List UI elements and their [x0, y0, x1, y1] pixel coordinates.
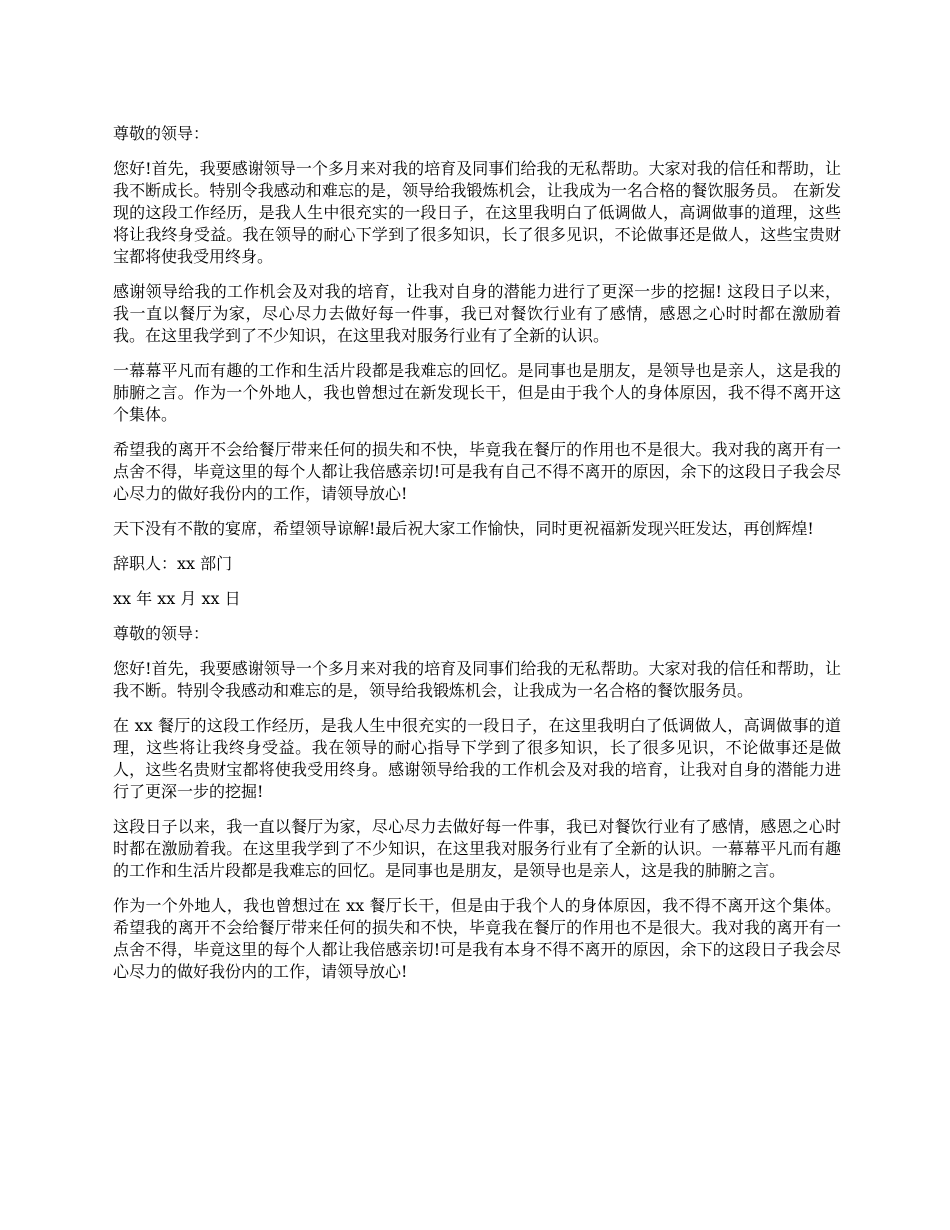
closing-paragraph: 天下没有不散的宴席，希望领导谅解!最后祝大家工作愉快，同时更祝福新发现兴旺发达，再创辉煌!	[113, 519, 814, 538]
body-paragraph: 在 xx 餐厅的这段工作经历，是我人生中很充实的一段日子，在这里我明白了低调做人，高调做事的道理，这些将让我终身受益。我在领导的耐心指导下学到了很多知识，长了很多见识，不论做事还是做人，这些名贵财宝都将使我受用终身。感谢领导给我的工作机会及对我的培育，让我对自身的潜能力进行了更深一步的挖掘!	[113, 716, 841, 801]
signature-line: 辞职人：xx 部门	[113, 554, 233, 573]
body-paragraph: 这段日子以来，我一直以餐厅为家，尽心尽力去做好每一件事，我已对餐饮行业有了感情，感恩之心时时都在激励着我。在这里我学到了不少知识，在这里我对服务行业有了全新的认识。一幕幕平凡而有趣的工作和生活片段都是我难忘的回忆。是同事也是朋友，是领导也是亲人，这是我的肺腑之言。	[113, 817, 841, 880]
salutation: 尊敬的领导：	[113, 124, 210, 143]
salutation: 尊敬的领导：	[113, 624, 210, 643]
body-paragraph: 感谢领导给我的工作机会及对我的培育，让我对自身的潜能力进行了更深一步的挖掘! 这段日子以来，我一直以餐厅为家，尽心尽力去做好每一件事，我已对餐饮行业有了感情，感恩之心时时都在激励着我。在这里我学到了不少知识，在这里我对服务行业有了全新的认识。	[113, 282, 841, 345]
body-paragraph: 一幕幕平凡而有趣的工作和生活片段都是我难忘的回忆。是同事也是朋友，是领导也是亲人，这是我的肺腑之言。作为一个外地人，我也曾想过在新发现长干，但是由于我个人的身体原因，我不得不离开这个集体。	[113, 361, 841, 424]
body-paragraph: 您好!首先，我要感谢领导一个多月来对我的培育及同事们给我的无私帮助。大家对我的信任和帮助，让我不断成长。特别令我感动和难忘的是，领导给我锻炼机会，让我成为一名合格的餐饮服务员。 在新发现的这段工作经历，是我人生中很充实的一段日子，在这里我明白了低调做人，高调做事的道理，这些将让我终身受益。我在领导的耐心下学到了很多知识，长了很多见识，不论做事还是做人，这些宝贵财宝都将使我受用终身。	[113, 159, 841, 266]
body-paragraph: 您好!首先，我要感谢领导一个多月来对我的培育及同事们给我的无私帮助。大家对我的信任和帮助，让我不断。特别令我感动和难忘的是，领导给我锻炼机会，让我成为一名合格的餐饮服务员。	[113, 659, 841, 700]
document-page	[113, 123, 841, 996]
body-paragraph: 作为一个外地人，我也曾想过在 xx 餐厅长干，但是由于我个人的身体原因，我不得不离开这个集体。 希望我的离开不会给餐厅带来任何的损失和不快，毕竟我在餐厅的作用也不是很大。我对我的离开有一点舍不得，毕竟这里的每个人都让我倍感亲切!可是我有本身不得不离开的原因，余下的这段日子我会尽心尽力的做好我份内的工作，请领导放心!	[113, 896, 841, 981]
body-paragraph: 希望我的离开不会给餐厅带来任何的损失和不快，毕竟我在餐厅的作用也不是很大。我对我的离开有一点舍不得，毕竟这里的每个人都让我倍感亲切!可是我有自己不得不离开的原因，余下的这段日子我会尽心尽力的做好我份内的工作，请领导放心!	[113, 440, 841, 503]
date-line: xx 年 xx 月 xx 日	[113, 589, 241, 608]
